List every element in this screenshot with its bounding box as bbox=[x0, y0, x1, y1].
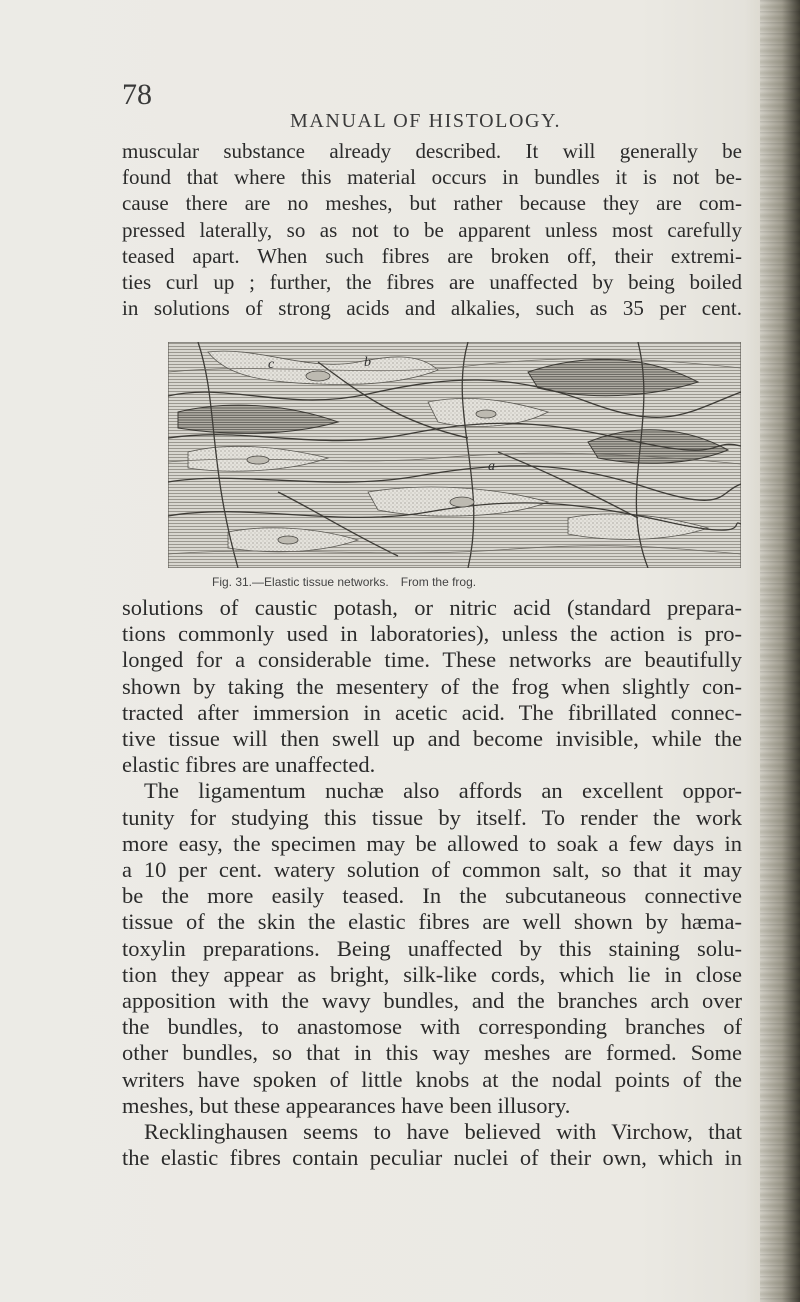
text-line: pressed laterally, so as not to be apparent unless most carefully bbox=[122, 217, 742, 242]
figure-caption-label: Fig. 31.—Elastic tissue networks. bbox=[212, 575, 389, 589]
page-number: 78 bbox=[122, 78, 152, 111]
paragraph-1 bbox=[122, 138, 742, 321]
text-line: found that where this material occurs in bundles it is not be- bbox=[122, 165, 742, 190]
text-line: tion they appear as bright, silk-like cords, which lie in close bbox=[122, 961, 742, 987]
text-line: apposition with the wavy bundles, and the branches arch over bbox=[122, 988, 742, 1014]
text-line: longed for a considerable time. These networks are beautifully bbox=[122, 647, 742, 673]
elastic-tissue-drawing bbox=[168, 342, 741, 568]
text-line: ties curl up ; further, the fibres are unaffected by being boiled bbox=[122, 270, 742, 295]
text-line: shown by taking the mesentery of the frog when slightly con- bbox=[122, 673, 742, 699]
text-line: more easy, the specimen may be allowed to soak a few days in bbox=[122, 830, 742, 856]
figure-elastic-tissue-illustration bbox=[168, 342, 741, 568]
text-line: the elastic fibres contain peculiar nuclei of their own, which in bbox=[122, 1145, 742, 1171]
text-line: tunity for studying this tissue by itself. To render the work bbox=[122, 804, 742, 830]
text-line: elastic fibres are unaffected. bbox=[122, 752, 376, 778]
text-line: a 10 per cent. watery solution of common salt, so that it may bbox=[122, 857, 742, 883]
text-line: cause there are no meshes, but rather because they are com- bbox=[122, 191, 742, 216]
text-line: Recklinghausen seems to have believed with Virchow, that bbox=[144, 1119, 742, 1145]
text-line: writers have spoken of little knobs at the nodal points of the bbox=[122, 1066, 742, 1092]
figure-label-c: c bbox=[268, 357, 275, 372]
figure-caption bbox=[212, 575, 476, 589]
figure-caption-source: From the frog. bbox=[400, 575, 477, 589]
text-line: other bundles, so that in this way meshes are formed. Some bbox=[122, 1040, 742, 1066]
text-line: in solutions of strong acids and alkalies, such as 35 per cent. bbox=[122, 296, 742, 321]
text-line: tracted after immersion in acetic acid. The fibrillated connec- bbox=[122, 699, 742, 725]
paragraph-2 bbox=[122, 595, 742, 1171]
running-head: MANUAL OF HISTOLOGY. bbox=[290, 110, 562, 132]
text-line: toxylin preparations. Being unaffected by this staining solu- bbox=[122, 935, 742, 961]
figure-label-a: a bbox=[488, 459, 495, 474]
text-line: be the more easily teased. In the subcutaneous connective bbox=[122, 883, 742, 909]
text-line: the bundles, to anastomose with corresponding branches of bbox=[122, 1014, 742, 1040]
text-line: The ligamentum nuchæ also affords an excellent oppor- bbox=[144, 778, 742, 804]
page-binding-edge bbox=[760, 0, 800, 1302]
text-line: tive tissue will then swell up and become invisible, while the bbox=[122, 726, 742, 752]
text-line: tissue of the skin the elastic fibres are well shown by hæma- bbox=[122, 909, 742, 935]
text-line: solutions of caustic potash, or nitric acid (standard prepara- bbox=[122, 595, 742, 620]
text-line: tions commonly used in laboratories), unless the action is pro- bbox=[122, 621, 742, 647]
text-line: muscular substance already described. It will generally be bbox=[122, 139, 742, 163]
text-line: meshes, but these appearances have been illusory. bbox=[122, 1092, 571, 1118]
figure-label-b: b bbox=[364, 355, 371, 370]
text-line: teased apart. When such fibres are broken off, their extremi- bbox=[122, 243, 742, 268]
